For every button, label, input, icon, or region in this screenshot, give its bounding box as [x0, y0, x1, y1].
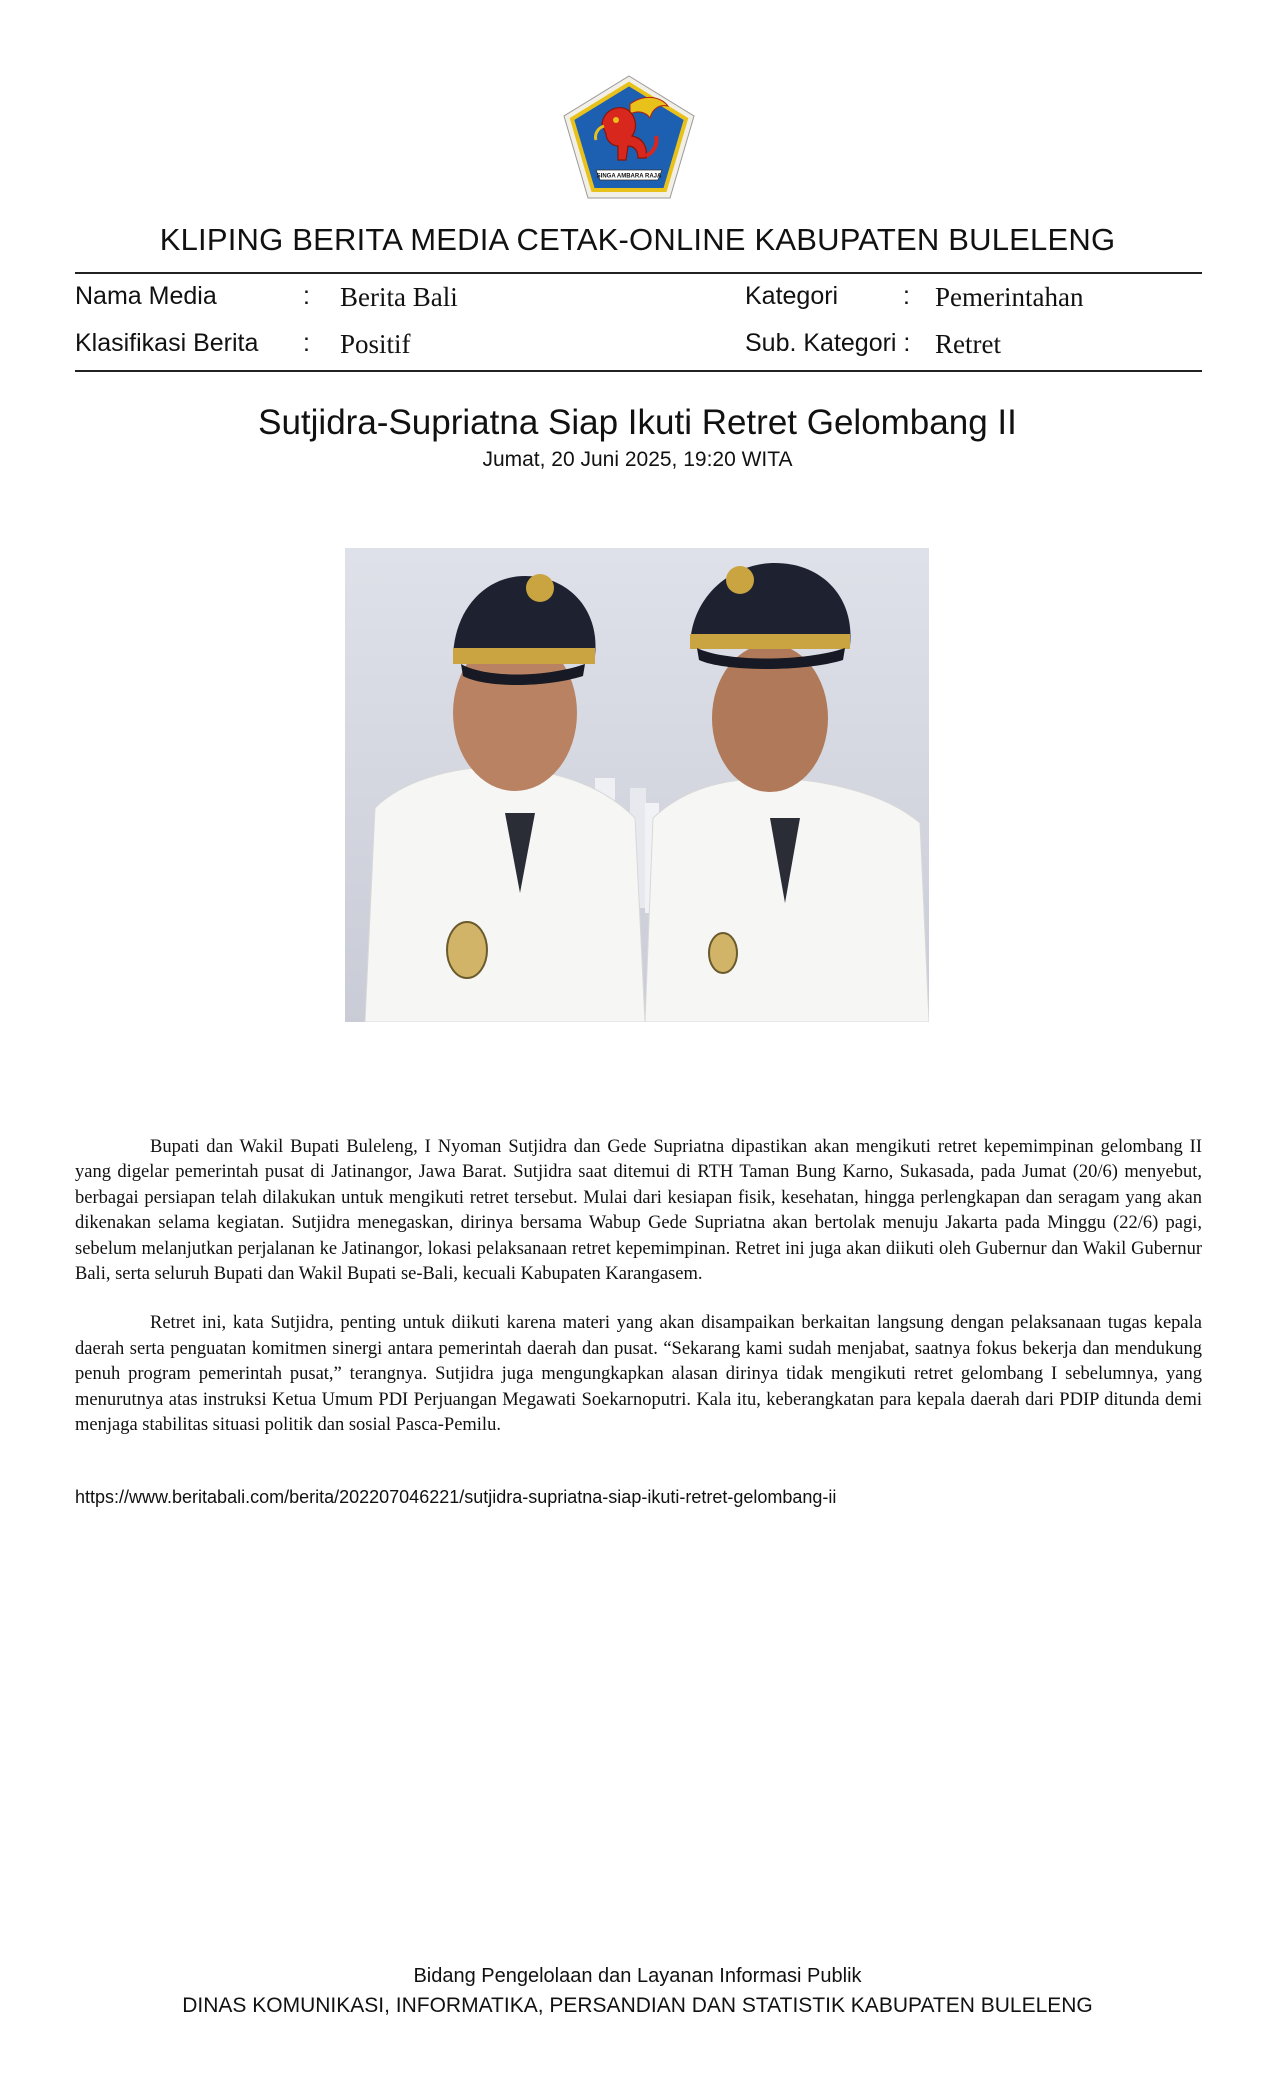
article-dateline: Jumat, 20 Juni 2025, 19:20 WITA	[482, 448, 793, 471]
kategori-value: Pemerintahan	[935, 282, 1084, 312]
article-paragraph-1: Bupati dan Wakil Bupati Buleleng, I Nyoman Sutjidra dan Gede Supriatna dipastikan akan mengikuti retret kepemimpinan gelombang II yang digelar pemerintah pusat di Jatinangor, Jawa Barat. Sutjidra saat ditemui di RTH Taman Bung Karno, Sukasada, pada Jumat (20/6) menyebut, berbagai persiapan telah dilakukan untuk mengikuti retret tersebut. Mulai dari kesiapan fisik, kesehatan, hingga perlengkapan dan seragam yang akan dikenakan selama kegiatan. Sutjidra menegaskan, dirinya bersama Wabup Gede Supriatna akan bertolak menuju Jakarta pada Minggu (22/6) pagi, sebelum melanjutkan perjalanan ke Jatinangor, lokasi pelaksanaan retret kepemimpinan. Retret ini juga akan diikuti oleh Gubernur dan Wakil Gubernur Bali, serta seluruh Bupati dan Wakil Bupati se-Bali, kecuali Kabupaten Karangasem.	[75, 1137, 1202, 1285]
media-value: Berita Bali	[340, 282, 458, 312]
klasifikasi-value: Positif	[340, 329, 411, 359]
article-photo	[345, 548, 929, 1022]
article-body	[75, 1135, 1202, 1462]
clipping-header-title: KLIPING BERITA MEDIA CETAK-ONLINE KABUPATEN BULELENG	[159, 222, 1116, 257]
emblem-motto: SINGA AMBARA RAJA	[596, 173, 662, 180]
article-paragraph-2: Retret ini, kata Sutjidra, penting untuk diikuti karena materi yang akan disampaikan berkaitan langsung dengan pelaksanaan tugas kepala daerah serta penguatan komitmen sinergi antara pemerintah daerah dan pusat. “Sekarang kami sudah menjabat, saatnya fokus bekerja dan mendukung penuh program pemerintah pusat,” terangnya. Sutjidra juga mengungkapkan alasan dirinya tidak mengikuti retret gelombang I sebelumnya, yang menurutnya atas instruksi Ketua Umum PDI Perjuangan Megawati Soekarnoputri. Kala itu, keberangkatan para kepala daerah dari PDIP ditunda demi menjaga stabilitas situasi politik dan sosial Pasca-Pemilu.	[75, 1313, 1202, 1436]
subkategori-value: Retret	[935, 329, 1001, 359]
klasifikasi-colon: :	[303, 329, 310, 357]
header-divider-top	[75, 272, 1202, 274]
kategori-label: Kategori	[745, 282, 839, 310]
media-label: Nama Media	[75, 282, 217, 310]
klasifikasi-label: Klasifikasi Berita	[75, 329, 259, 357]
footer-agency: DINAS KOMUNIKASI, INFORMATIKA, PERSANDIAN DAN STATISTIK KABUPATEN BULELENG	[182, 1994, 1093, 2017]
media-colon: :	[303, 282, 310, 310]
subkategori-label: Sub. Kategori :	[745, 329, 911, 357]
header-divider-bottom	[75, 370, 1202, 372]
article-headline: Sutjidra-Supriatna Siap Ikuti Retret Gelombang II	[258, 403, 1017, 442]
footer-division: Bidang Pengelolaan dan Layanan Informasi Publik	[413, 1965, 862, 1987]
kategori-colon: :	[903, 282, 910, 310]
source-link[interactable]: https://www.beritabali.com/berita/202207046221/sutjidra-supriatna-siap-ikuti-retret-gelombang-ii	[75, 1487, 837, 1507]
buleleng-emblem-logo	[560, 74, 698, 202]
